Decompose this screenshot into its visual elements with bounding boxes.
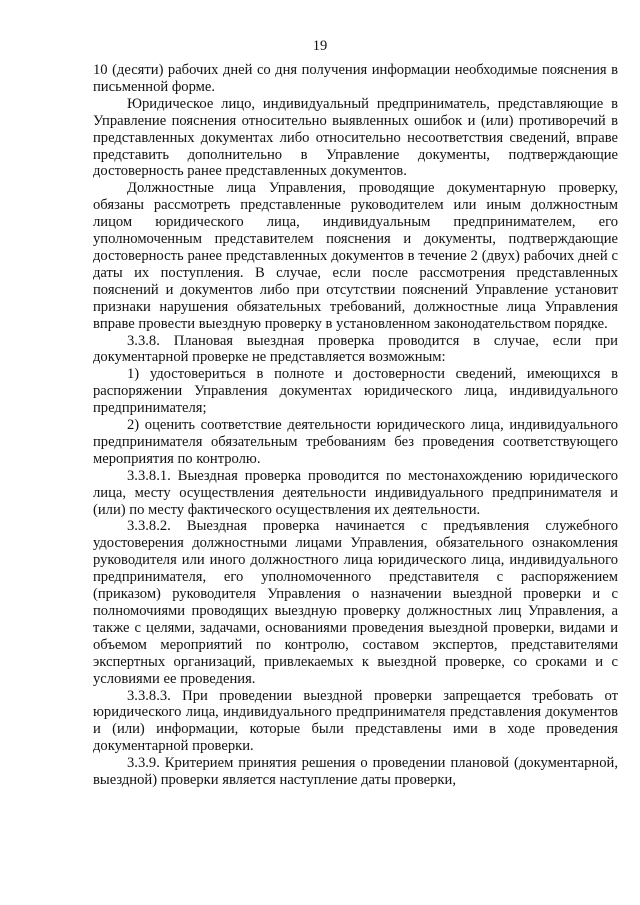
paragraph: Юридическое лицо, индивидуальный предприниматель, представляющие в Управление пояснения относительно выявленных ошибок и (или) противоречий в представленных документах либо относительно несоответствия сведений, вправе представить дополнительно в Управление документы, подтверждающие достоверность ранее представленных документов. — [93, 95, 618, 180]
list-item-1: 1) удостовериться в полноте и достоверности сведений, имеющихся в распоряжении Управления документах юридического лица, индивидуального предпринимателя; — [93, 366, 618, 417]
paragraph-3-3-8-3: 3.3.8.3. При проведении выездной проверки запрещается требовать от юридического лица, индивидуального предпринимателя представления документов и (или) информации, которые были представлены ими в ходе проведения документарной проверки. — [93, 687, 618, 755]
paragraph-3-3-8-1: 3.3.8.1. Выездная проверка проводится по местонахождению юридического лица, месту осуществления деятельности индивидуального предпринимателя и (или) по месту фактического осуществления их деятельности. — [93, 467, 618, 518]
paragraph-3-3-8: 3.3.8. Плановая выездная проверка проводится в случае, если при документарной проверке не представляется возможным: — [93, 332, 618, 366]
paragraph: Должностные лица Управления, проводящие документарную проверку, обязаны рассмотреть представленные руководителем или иным должностным лицом юридического лица, индивидуальным предпринимателем, его уполномоченным представителем пояснения и документы, подтверждающие достоверность ранее представленных документов в течение 2 (двух) рабочих дней с даты их поступления. В случае, если после рассмотрения представленных пояснений и документов либо при отсутствии пояснений Управление установит признаки нарушения обязательных требований, должностные лица Управления вправе провести выездную проверку в установленном законодательством порядке. — [93, 180, 618, 332]
paragraph-3-3-9: 3.3.9. Критерием принятия решения о проведении плановой (документарной, выездной) проверки является наступление даты проверки, — [93, 755, 618, 789]
paragraph-continuation: 10 (десяти) рабочих дней со дня получения информации необходимые пояснения в письменной форме. — [93, 62, 618, 95]
paragraph-3-3-8-2: 3.3.8.2. Выездная проверка начинается с предъявления служебного удостоверения должностными лицами Управления, обязательного ознакомления руководителя или иного должностного лица юридического лица, индивидуального предпринимателя, его уполномоченного представителя с распоряжением (приказом) руководителя Управления о назначении выездной проверки и с полномочиями проводящих выездную проверку должностных лиц Управления, а также с целями, задачами, основаниями проведения выездной проверки, видами и объемом мероприятий по контролю, составом экспертов, представителями экспертных организаций, привлекаемых к выездной проверке, со сроками и с условиями ее проведения. — [93, 518, 618, 687]
list-item-2: 2) оценить соответствие деятельности юридического лица, индивидуального предпринимателя обязательным требованиям без проведения соответствующего мероприятия по контролю. — [93, 417, 618, 467]
page-number: 19 — [312, 38, 328, 54]
document-body — [93, 62, 618, 789]
